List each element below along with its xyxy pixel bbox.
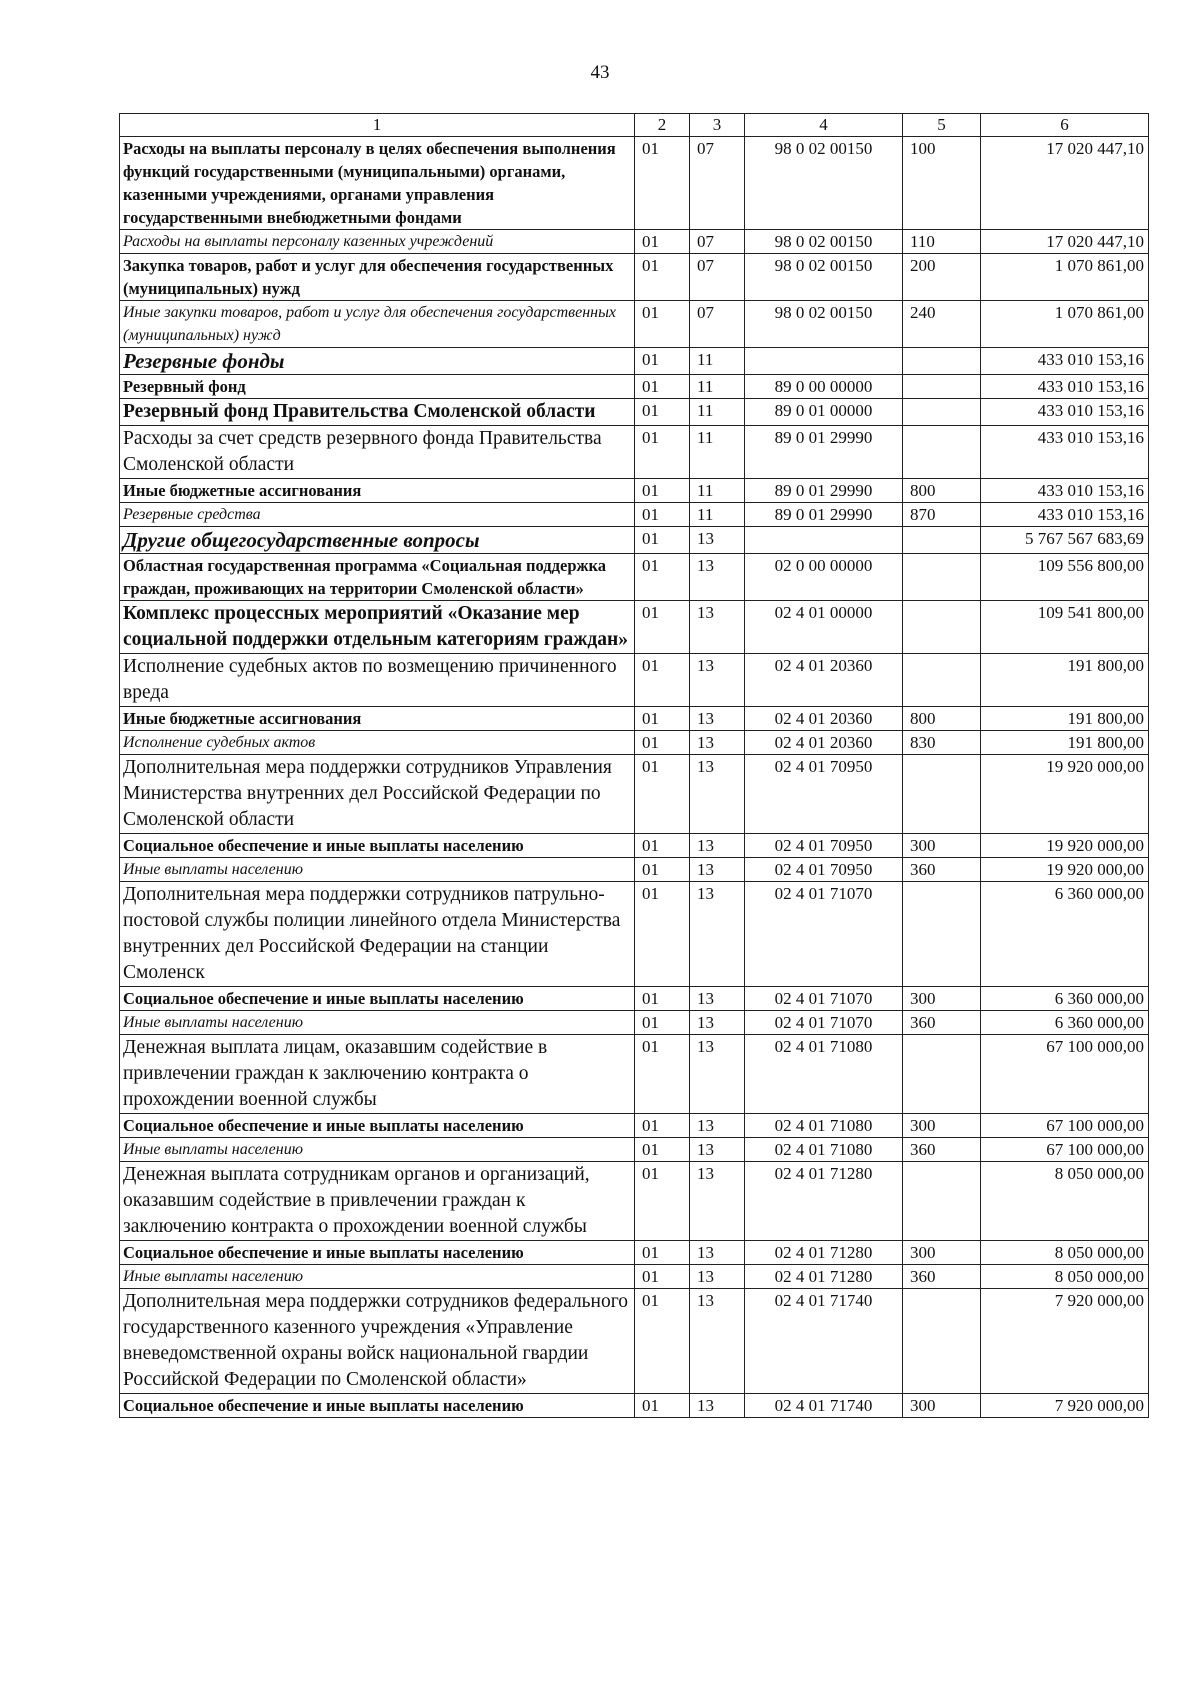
row-section-code-cell: 01 — [635, 301, 690, 348]
table-row — [120, 707, 1149, 731]
row-name-cell: Дополнительная мера поддержки сотрудников Управления Министерства внутренних дел Российской Федерации по Смоленской области — [120, 755, 635, 834]
row-name-cell: Дополнительная мера поддержки сотрудников патрульно-постовой службы полиции линейного отдела Министерства внутренних дел Российской Федерации на станции Смоленск — [120, 882, 635, 987]
row-section-code-cell: 01 — [635, 1394, 690, 1418]
row-amount-cell: 8 050 000,00 — [981, 1162, 1149, 1241]
row-subsection-code-cell: 13 — [690, 1162, 745, 1241]
row-amount-cell: 6 360 000,00 — [981, 987, 1149, 1011]
row-target-article-cell: 02 4 01 71070 — [745, 882, 903, 987]
page-number: 43 — [590, 62, 610, 83]
row-section-code-cell: 01 — [635, 654, 690, 707]
row-expense-type-cell: 240 — [903, 301, 981, 348]
row-amount-cell: 433 010 153,16 — [981, 399, 1149, 426]
table-row — [120, 1138, 1149, 1162]
row-target-article-cell: 02 4 01 70950 — [745, 858, 903, 882]
table-row — [120, 1289, 1149, 1394]
row-section-code-cell: 01 — [635, 503, 690, 527]
row-expense-type-cell — [903, 601, 981, 654]
table-row — [120, 348, 1149, 375]
row-amount-cell: 6 360 000,00 — [981, 1011, 1149, 1035]
table-row — [120, 254, 1149, 301]
row-name-cell: Иные бюджетные ассигнования — [120, 707, 635, 731]
table-row — [120, 1114, 1149, 1138]
table-row — [120, 654, 1149, 707]
row-expense-type-cell — [903, 527, 981, 554]
row-name-cell: Социальное обеспечение и иные выплаты населению — [120, 834, 635, 858]
header-col-4: 4 — [745, 114, 903, 137]
row-amount-cell: 6 360 000,00 — [981, 882, 1149, 987]
row-subsection-code-cell: 07 — [690, 137, 745, 230]
table-row — [120, 1035, 1149, 1114]
row-subsection-code-cell: 13 — [690, 987, 745, 1011]
row-subsection-code-cell: 11 — [690, 503, 745, 527]
row-target-article-cell: 02 4 01 20360 — [745, 654, 903, 707]
row-expense-type-cell: 830 — [903, 731, 981, 755]
table-row — [120, 987, 1149, 1011]
table-row — [120, 882, 1149, 987]
row-name-cell: Денежная выплата сотрудникам органов и организаций, оказавшим содействие в привлечении граждан к заключению контракта о прохождении военной службы — [120, 1162, 635, 1241]
header-col-2: 2 — [635, 114, 690, 137]
budget-table — [119, 113, 1149, 1418]
table-row — [120, 375, 1149, 399]
row-subsection-code-cell: 13 — [690, 1114, 745, 1138]
row-amount-cell: 7 920 000,00 — [981, 1394, 1149, 1418]
row-target-article-cell: 02 4 01 71280 — [745, 1241, 903, 1265]
row-amount-cell: 109 556 800,00 — [981, 554, 1149, 601]
row-amount-cell: 109 541 800,00 — [981, 601, 1149, 654]
row-expense-type-cell: 800 — [903, 479, 981, 503]
table-row — [120, 1394, 1149, 1418]
table-row — [120, 426, 1149, 479]
row-amount-cell: 191 800,00 — [981, 654, 1149, 707]
row-target-article-cell: 02 4 01 71280 — [745, 1265, 903, 1289]
row-subsection-code-cell: 07 — [690, 254, 745, 301]
row-subsection-code-cell: 13 — [690, 1265, 745, 1289]
row-name-cell: Комплекс процессных мероприятий «Оказание мер социальной поддержки отдельным категориям граждан» — [120, 601, 635, 654]
row-name-cell: Резервные фонды — [120, 348, 635, 375]
row-subsection-code-cell: 13 — [690, 601, 745, 654]
row-target-article-cell: 02 4 01 71070 — [745, 987, 903, 1011]
row-subsection-code-cell: 13 — [690, 731, 745, 755]
row-expense-type-cell — [903, 426, 981, 479]
row-amount-cell: 433 010 153,16 — [981, 375, 1149, 399]
row-amount-cell: 19 920 000,00 — [981, 858, 1149, 882]
row-target-article-cell: 02 0 00 00000 — [745, 554, 903, 601]
row-name-cell: Иные закупки товаров, работ и услуг для обеспечения государственных (муниципальных) нужд — [120, 301, 635, 348]
row-section-code-cell: 01 — [635, 375, 690, 399]
row-target-article-cell: 02 4 01 71080 — [745, 1114, 903, 1138]
row-section-code-cell: 01 — [635, 858, 690, 882]
row-expense-type-cell — [903, 1162, 981, 1241]
row-section-code-cell: 01 — [635, 348, 690, 375]
row-subsection-code-cell: 13 — [690, 527, 745, 554]
row-target-article-cell: 02 4 01 71080 — [745, 1138, 903, 1162]
row-section-code-cell: 01 — [635, 230, 690, 254]
row-expense-type-cell: 100 — [903, 137, 981, 230]
row-name-cell: Исполнение судебных актов — [120, 731, 635, 755]
table-row — [120, 301, 1149, 348]
row-name-cell: Социальное обеспечение и иные выплаты населению — [120, 1394, 635, 1418]
row-name-cell: Социальное обеспечение и иные выплаты населению — [120, 1114, 635, 1138]
row-section-code-cell: 01 — [635, 1035, 690, 1114]
row-name-cell: Расходы за счет средств резервного фонда Правительства Смоленской области — [120, 426, 635, 479]
row-amount-cell: 433 010 153,16 — [981, 479, 1149, 503]
row-subsection-code-cell: 11 — [690, 426, 745, 479]
row-name-cell: Расходы на выплаты персоналу казенных учреждений — [120, 230, 635, 254]
row-subsection-code-cell: 13 — [690, 858, 745, 882]
row-target-article-cell: 02 4 01 00000 — [745, 601, 903, 654]
row-target-article-cell: 02 4 01 71080 — [745, 1035, 903, 1114]
row-target-article-cell: 02 4 01 20360 — [745, 731, 903, 755]
row-amount-cell: 191 800,00 — [981, 707, 1149, 731]
row-name-cell: Социальное обеспечение и иные выплаты населению — [120, 1241, 635, 1265]
row-amount-cell: 433 010 153,16 — [981, 503, 1149, 527]
row-amount-cell: 433 010 153,16 — [981, 348, 1149, 375]
row-expense-type-cell: 110 — [903, 230, 981, 254]
row-amount-cell: 433 010 153,16 — [981, 426, 1149, 479]
row-section-code-cell: 01 — [635, 1011, 690, 1035]
table-row — [120, 527, 1149, 554]
row-expense-type-cell: 300 — [903, 1394, 981, 1418]
row-expense-type-cell — [903, 654, 981, 707]
row-name-cell: Денежная выплата лицам, оказавшим содействие в привлечении граждан к заключению контракта о прохождении военной службы — [120, 1035, 635, 1114]
row-target-article-cell: 98 0 02 00150 — [745, 230, 903, 254]
row-expense-type-cell: 300 — [903, 987, 981, 1011]
table-row — [120, 755, 1149, 834]
row-subsection-code-cell: 13 — [690, 1035, 745, 1114]
row-amount-cell: 8 050 000,00 — [981, 1265, 1149, 1289]
row-target-article-cell: 02 4 01 71740 — [745, 1394, 903, 1418]
row-expense-type-cell: 300 — [903, 1114, 981, 1138]
row-target-article-cell — [745, 348, 903, 375]
row-target-article-cell: 98 0 02 00150 — [745, 301, 903, 348]
header-col-6: 6 — [981, 114, 1149, 137]
row-section-code-cell: 01 — [635, 731, 690, 755]
row-name-cell: Резервные средства — [120, 503, 635, 527]
row-expense-type-cell — [903, 755, 981, 834]
row-subsection-code-cell: 13 — [690, 834, 745, 858]
row-subsection-code-cell: 13 — [690, 1394, 745, 1418]
row-expense-type-cell: 300 — [903, 1241, 981, 1265]
row-section-code-cell: 01 — [635, 1138, 690, 1162]
table-header-row — [120, 114, 1149, 137]
row-section-code-cell: 01 — [635, 479, 690, 503]
row-amount-cell: 17 020 447,10 — [981, 137, 1149, 230]
row-section-code-cell: 01 — [635, 1114, 690, 1138]
row-amount-cell: 19 920 000,00 — [981, 755, 1149, 834]
row-name-cell: Иные выплаты населению — [120, 1265, 635, 1289]
row-name-cell: Резервный фонд Правительства Смоленской области — [120, 399, 635, 426]
row-subsection-code-cell: 13 — [690, 1289, 745, 1394]
row-expense-type-cell — [903, 1035, 981, 1114]
row-section-code-cell: 01 — [635, 707, 690, 731]
row-expense-type-cell: 360 — [903, 1011, 981, 1035]
row-target-article-cell: 02 4 01 71070 — [745, 1011, 903, 1035]
row-section-code-cell: 01 — [635, 1265, 690, 1289]
row-section-code-cell: 01 — [635, 399, 690, 426]
row-target-article-cell: 89 0 01 29990 — [745, 479, 903, 503]
row-amount-cell: 17 020 447,10 — [981, 230, 1149, 254]
row-target-article-cell: 02 4 01 20360 — [745, 707, 903, 731]
row-target-article-cell: 02 4 01 71280 — [745, 1162, 903, 1241]
row-amount-cell: 19 920 000,00 — [981, 834, 1149, 858]
row-name-cell: Расходы на выплаты персоналу в целях обеспечения выполнения функций государственными (муниципальными) органами, казенными учреждениями, органами управления государственными внебюджетными фондами — [120, 137, 635, 230]
row-section-code-cell: 01 — [635, 834, 690, 858]
table-row — [120, 137, 1149, 230]
row-subsection-code-cell: 07 — [690, 301, 745, 348]
table-row — [120, 601, 1149, 654]
row-subsection-code-cell: 13 — [690, 654, 745, 707]
table-row — [120, 399, 1149, 426]
row-expense-type-cell — [903, 375, 981, 399]
header-col-5: 5 — [903, 114, 981, 137]
row-section-code-cell: 01 — [635, 1241, 690, 1265]
row-amount-cell: 67 100 000,00 — [981, 1138, 1149, 1162]
row-name-cell: Областная государственная программа «Социальная поддержка граждан, проживающих на территории Смоленской области» — [120, 554, 635, 601]
row-subsection-code-cell: 11 — [690, 375, 745, 399]
table-row — [120, 230, 1149, 254]
row-section-code-cell: 01 — [635, 601, 690, 654]
row-amount-cell: 191 800,00 — [981, 731, 1149, 755]
row-subsection-code-cell: 11 — [690, 399, 745, 426]
row-subsection-code-cell: 11 — [690, 348, 745, 375]
row-target-article-cell: 02 4 01 70950 — [745, 755, 903, 834]
row-expense-type-cell — [903, 399, 981, 426]
row-name-cell: Иные выплаты населению — [120, 1138, 635, 1162]
row-expense-type-cell: 870 — [903, 503, 981, 527]
row-name-cell: Другие общегосударственные вопросы — [120, 527, 635, 554]
row-name-cell: Исполнение судебных актов по возмещению причиненного вреда — [120, 654, 635, 707]
row-amount-cell: 8 050 000,00 — [981, 1241, 1149, 1265]
row-name-cell: Иные бюджетные ассигнования — [120, 479, 635, 503]
table-row — [120, 479, 1149, 503]
row-target-article-cell: 02 4 01 71740 — [745, 1289, 903, 1394]
row-expense-type-cell: 360 — [903, 1265, 981, 1289]
row-subsection-code-cell: 13 — [690, 1241, 745, 1265]
row-target-article-cell: 02 4 01 70950 — [745, 834, 903, 858]
row-subsection-code-cell: 13 — [690, 755, 745, 834]
row-target-article-cell: 98 0 02 00150 — [745, 137, 903, 230]
row-amount-cell: 67 100 000,00 — [981, 1114, 1149, 1138]
row-expense-type-cell: 360 — [903, 858, 981, 882]
row-subsection-code-cell: 13 — [690, 1011, 745, 1035]
row-section-code-cell: 01 — [635, 554, 690, 601]
row-section-code-cell: 01 — [635, 527, 690, 554]
row-target-article-cell: 89 0 01 00000 — [745, 399, 903, 426]
row-subsection-code-cell: 07 — [690, 230, 745, 254]
header-col-3: 3 — [690, 114, 745, 137]
row-name-cell: Закупка товаров, работ и услуг для обеспечения государственных (муниципальных) нужд — [120, 254, 635, 301]
row-name-cell: Иные выплаты населению — [120, 858, 635, 882]
table-row — [120, 1011, 1149, 1035]
row-subsection-code-cell: 13 — [690, 882, 745, 987]
row-target-article-cell — [745, 527, 903, 554]
row-section-code-cell: 01 — [635, 755, 690, 834]
table-row — [120, 1162, 1149, 1241]
row-name-cell: Резервный фонд — [120, 375, 635, 399]
row-section-code-cell: 01 — [635, 882, 690, 987]
row-name-cell: Дополнительная мера поддержки сотрудников федерального государственного казенного учреждения «Управление вневедомственной охраны войск национальной гвардии Российской Федерации по Смоленской области» — [120, 1289, 635, 1394]
row-amount-cell: 1 070 861,00 — [981, 301, 1149, 348]
row-target-article-cell: 89 0 00 00000 — [745, 375, 903, 399]
row-name-cell: Иные выплаты населению — [120, 1011, 635, 1035]
row-section-code-cell: 01 — [635, 1162, 690, 1241]
header-col-1: 1 — [120, 114, 635, 137]
row-subsection-code-cell: 11 — [690, 479, 745, 503]
table-row — [120, 858, 1149, 882]
row-expense-type-cell — [903, 554, 981, 601]
row-expense-type-cell — [903, 1289, 981, 1394]
row-section-code-cell: 01 — [635, 987, 690, 1011]
table-row — [120, 1241, 1149, 1265]
table-row — [120, 834, 1149, 858]
row-subsection-code-cell: 13 — [690, 1138, 745, 1162]
row-subsection-code-cell: 13 — [690, 707, 745, 731]
row-target-article-cell: 89 0 01 29990 — [745, 426, 903, 479]
row-target-article-cell: 98 0 02 00150 — [745, 254, 903, 301]
row-expense-type-cell: 800 — [903, 707, 981, 731]
row-subsection-code-cell: 13 — [690, 554, 745, 601]
row-section-code-cell: 01 — [635, 426, 690, 479]
row-expense-type-cell — [903, 348, 981, 375]
row-amount-cell: 5 767 567 683,69 — [981, 527, 1149, 554]
row-section-code-cell: 01 — [635, 254, 690, 301]
row-name-cell: Социальное обеспечение и иные выплаты населению — [120, 987, 635, 1011]
table-row — [120, 1265, 1149, 1289]
row-expense-type-cell: 360 — [903, 1138, 981, 1162]
table-row — [120, 731, 1149, 755]
row-amount-cell: 1 070 861,00 — [981, 254, 1149, 301]
row-expense-type-cell — [903, 882, 981, 987]
table-row — [120, 554, 1149, 601]
row-expense-type-cell: 300 — [903, 834, 981, 858]
table-row — [120, 503, 1149, 527]
row-amount-cell: 67 100 000,00 — [981, 1035, 1149, 1114]
row-target-article-cell: 89 0 01 29990 — [745, 503, 903, 527]
row-section-code-cell: 01 — [635, 137, 690, 230]
row-section-code-cell: 01 — [635, 1289, 690, 1394]
row-amount-cell: 7 920 000,00 — [981, 1289, 1149, 1394]
row-expense-type-cell: 200 — [903, 254, 981, 301]
